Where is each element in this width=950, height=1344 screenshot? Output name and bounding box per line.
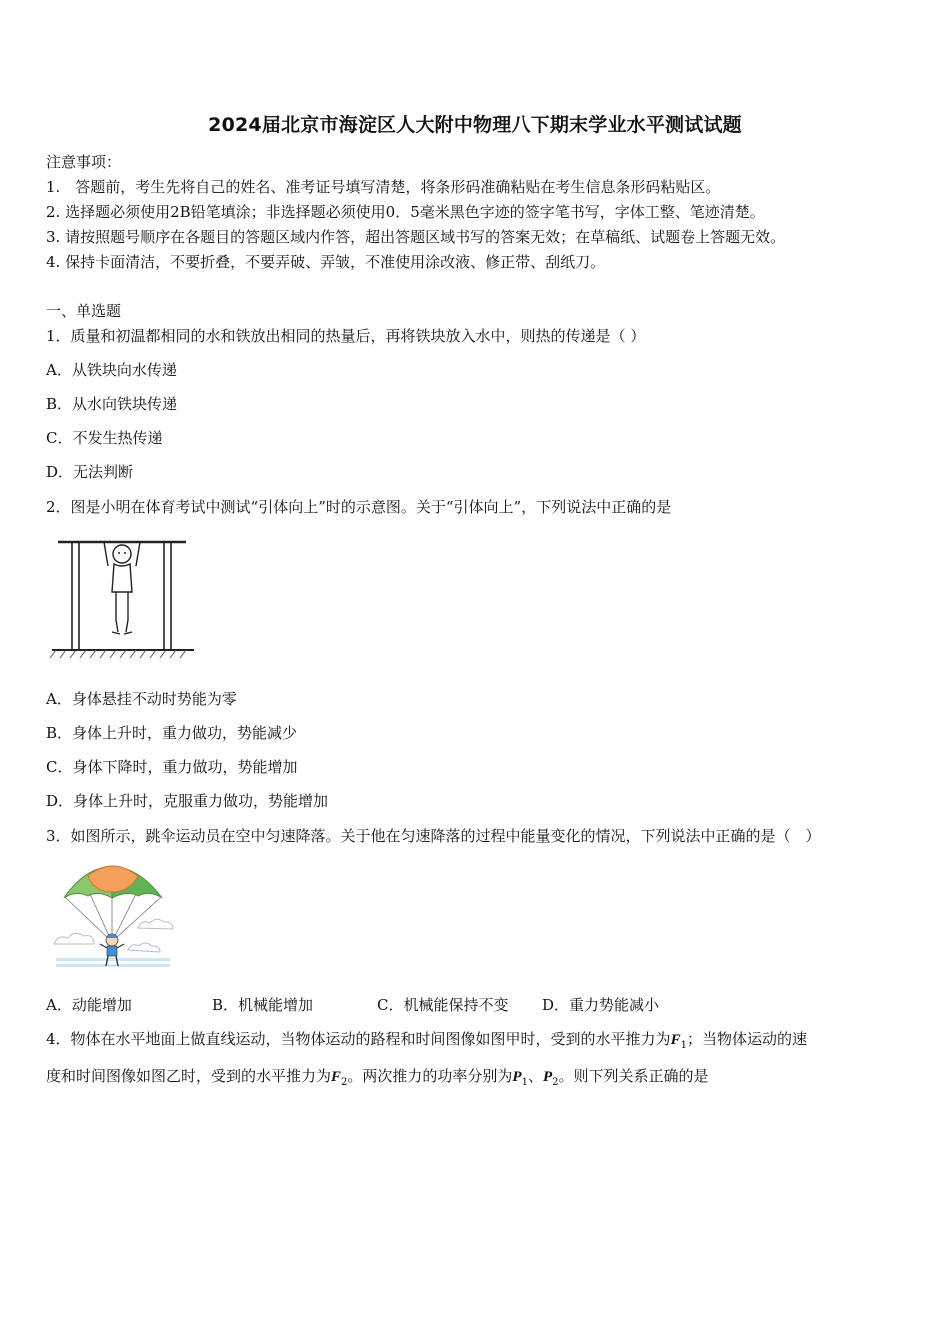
notice-item-3: 3. 请按照题号顺序在各题目的答题区域内作答，超出答题区域书写的答案无效；在草稿纸、试题卷上答题无效。	[46, 228, 786, 246]
q1-option-b: B．从水向铁块传递	[46, 395, 178, 413]
q2-option-b: B．身体上升时，重力做功，势能减少	[46, 724, 298, 742]
pull-up-figure	[48, 532, 198, 664]
q4-line-2: 度和时间图像如图乙时，受到的水平推力为$F_2$。两次推力的功率分别为$P_1$、$P_2$。则下列关系正确的是	[46, 1067, 709, 1088]
q3-option-b: B．机械能增加	[212, 996, 314, 1014]
notice-item-4: 4. 保持卡面清洁，不要折叠，不要弄破、弄皱，不准使用涂改液、修正带、刮纸刀。	[46, 253, 606, 271]
q2-option-c: C．身体下降时，重力做功，势能增加	[46, 758, 298, 776]
q3-option-c: C．机械能保持不变	[377, 996, 509, 1014]
q2-option-d: D．身体上升时，克服重力做功，势能增加	[46, 792, 329, 810]
q1-option-d: D．无法判断	[46, 463, 134, 481]
q1-stem: 1．质量和初温都相同的水和铁放出相同的热量后，再将铁块放入水中，则热的传递是（ ）	[46, 327, 646, 345]
parachute-figure	[50, 862, 176, 974]
notice-item-2: 2. 选择题必须使用2B铅笔填涂；非选择题必须使用0．5毫米黑色字迹的签字笔书写，字体工整、笔迹清楚。	[46, 203, 765, 221]
notice-heading: 注意事项：	[46, 153, 122, 171]
q2-option-a: A．身体悬挂不动时势能为零	[46, 690, 237, 708]
q1-option-c: C．不发生热传递	[46, 429, 163, 447]
q3-option-d: D．重力势能减小	[542, 996, 660, 1014]
notice-item-1: 1. 答题前，考生先将自己的姓名、准考证号填写清楚，将条形码准确粘贴在考生信息条形码粘贴区。	[46, 178, 721, 196]
q1-option-a: A．从铁块向水传递	[46, 361, 177, 379]
q3-option-a: A．动能增加	[46, 996, 132, 1014]
q2-stem: 2．图是小明在体育考试中测试“引体向上”时的示意图。关于“引体向上”，下列说法中正确的是	[46, 498, 672, 516]
q4-line-1: 4．物体在水平地面上做直线运动，当物体运动的路程和时间图像如图甲时，受到的水平推力为$F_1$；当物体运动的速	[46, 1030, 807, 1051]
page-title: 2024届北京市海淀区人大附中物理八下期末学业水平测试试题	[208, 114, 742, 136]
q3-stem: 3．如图所示，跳伞运动员在空中匀速降落。关于他在匀速降落的过程中能量变化的情况，下列说法中正确的是（ ）	[46, 827, 821, 845]
section-heading: 一、单选题	[46, 302, 122, 320]
